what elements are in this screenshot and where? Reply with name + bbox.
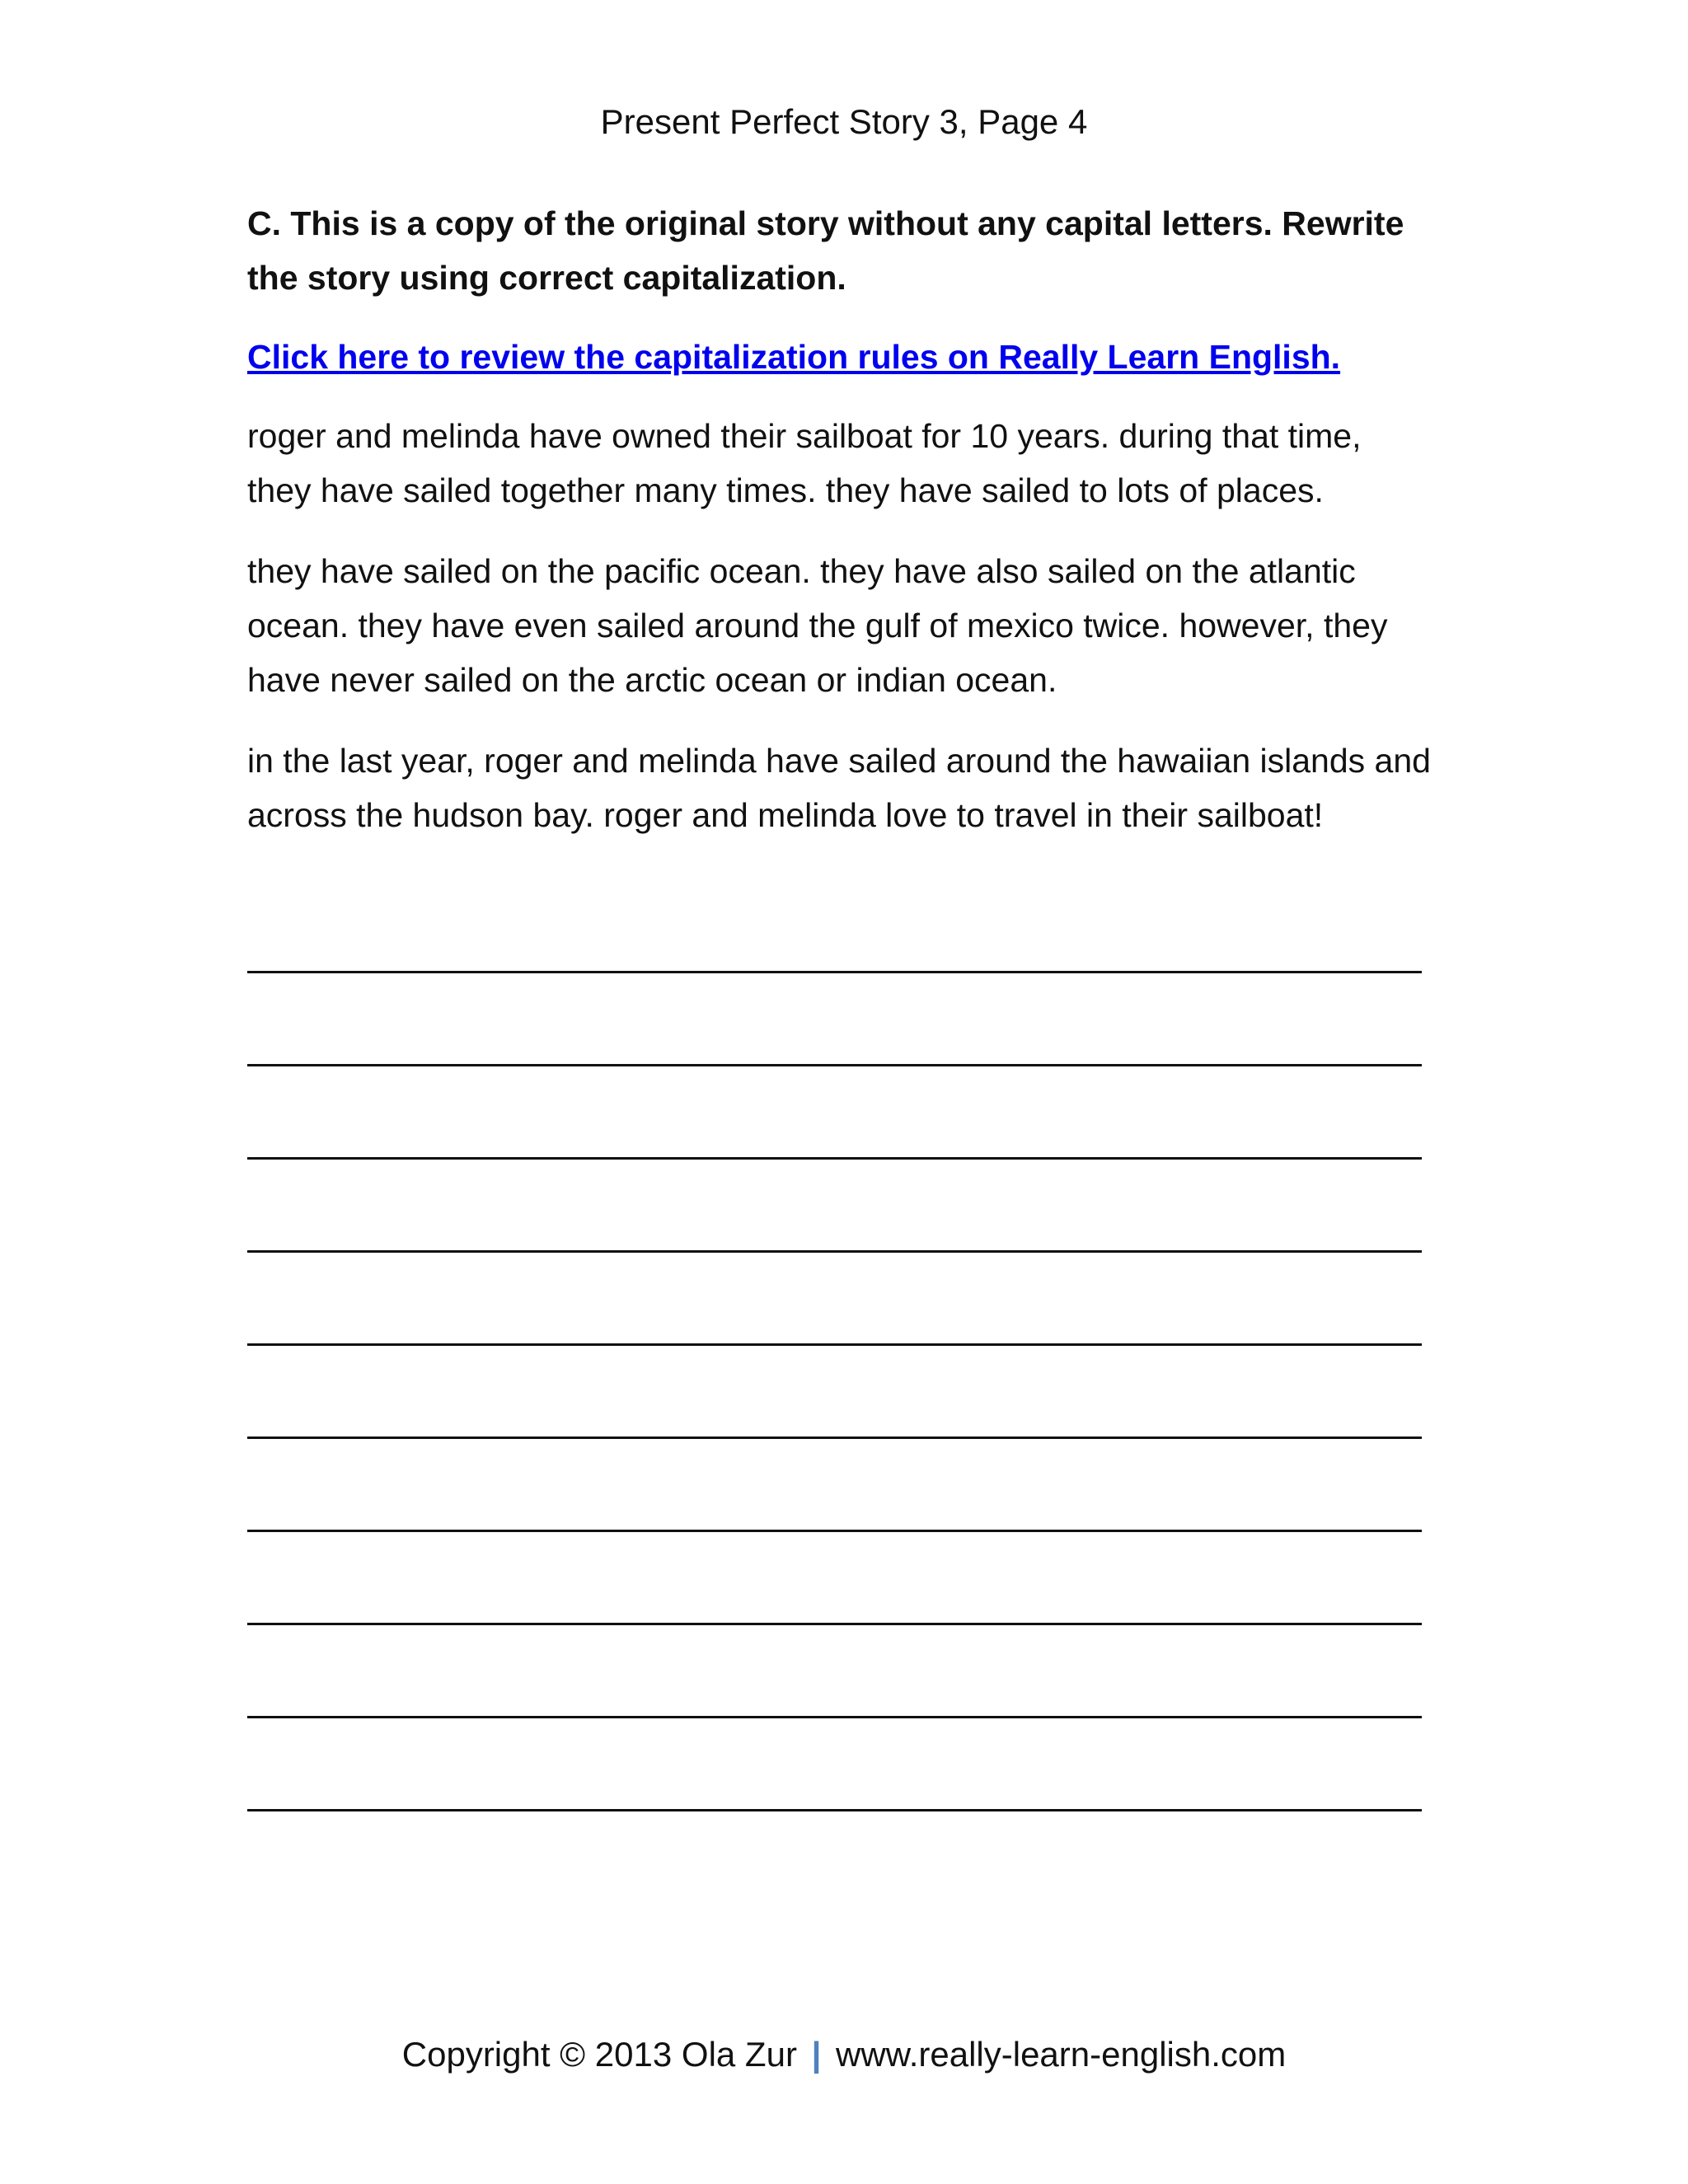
answer-line — [247, 1530, 1422, 1532]
answer-lines — [247, 971, 1422, 1902]
story-paragraph-2: they have sailed on the pacific ocean. they have also sailed on the atlantic ocean. they have even sailed around the gulf of mexico twice. however, they have never sailed on the arctic ocean or indian ocean. — [247, 552, 1388, 699]
story-paragraph-3: in the last year, roger and melinda have sailed around the hawaiian islands and across the hudson bay. roger and melinda love to travel in their sailboat! — [247, 742, 1431, 834]
answer-line — [247, 1250, 1422, 1253]
copyright-text: Copyright © 2013 Ola Zur — [401, 2035, 797, 2074]
answer-line — [247, 1623, 1422, 1625]
story-paragraph-1: roger and melinda have owned their sailboat for 10 years. during that time, they have sailed together many times. they have sailed to lots of places. — [247, 417, 1362, 509]
answer-line — [247, 1436, 1422, 1439]
page-title: Present Perfect Story 3, Page 4 — [600, 102, 1088, 141]
answer-line — [247, 1716, 1422, 1718]
capitalization-rules-link[interactable]: Click here to review the capitalization rules on Really Learn English. — [247, 338, 1341, 376]
section-instruction: C. This is a copy of the original story without any capital letters. Rewrite the story using correct capitalization. — [247, 204, 1404, 297]
website-text: www.really-learn-english.com — [836, 2035, 1287, 2074]
footer-separator: | — [811, 2035, 822, 2074]
answer-line — [247, 1157, 1422, 1160]
answer-line — [247, 1343, 1422, 1346]
page-header — [0, 97, 1688, 147]
answer-line — [247, 971, 1422, 973]
answer-line — [247, 1064, 1422, 1066]
page-footer — [0, 2030, 1688, 2079]
worksheet-content — [247, 196, 1434, 869]
answer-line — [247, 1809, 1422, 1811]
story-text — [247, 409, 1434, 842]
